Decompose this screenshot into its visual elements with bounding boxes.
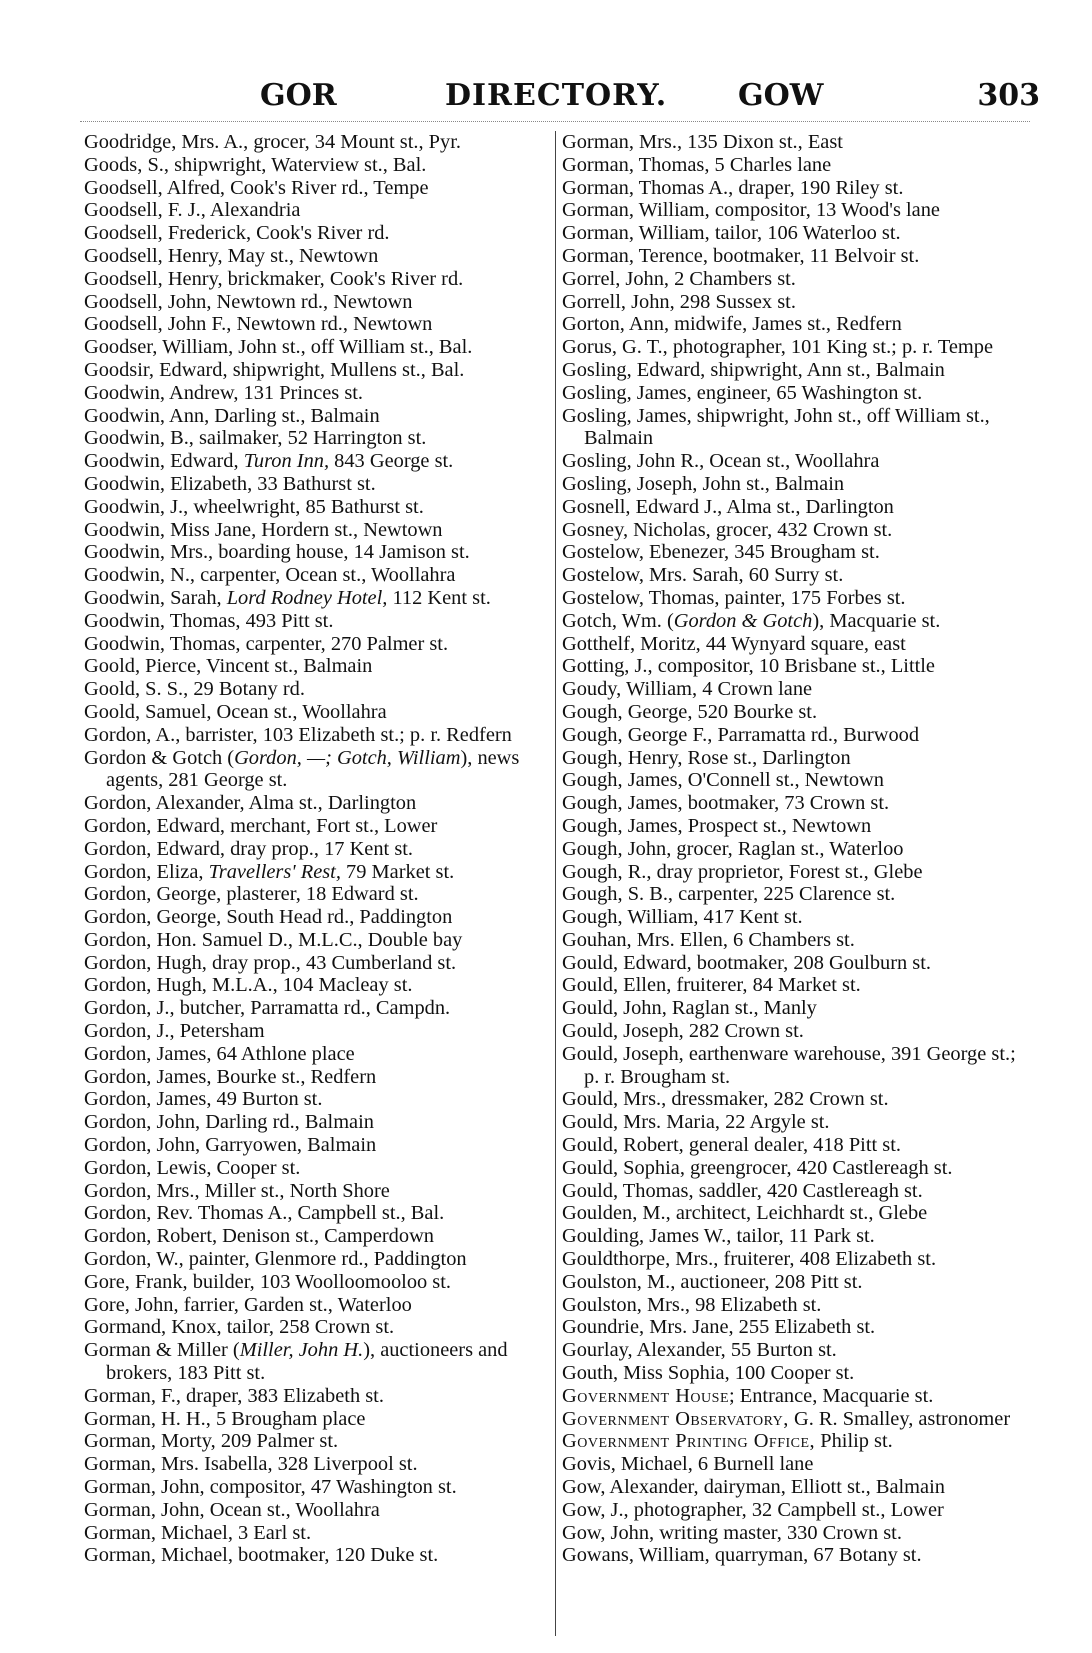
entry-text: Gore, John, farrier, Garden st., Waterloo xyxy=(84,1293,412,1316)
directory-entry xyxy=(562,1271,1032,1294)
directory-entry xyxy=(562,929,1032,952)
entry-text: Gorman, Michael, bootmaker, 120 Duke st. xyxy=(84,1544,439,1567)
entry-text: Gould, Sophia, greengrocer, 420 Castlereagh st. xyxy=(562,1156,953,1179)
directory-entry xyxy=(562,861,1032,884)
directory-entry xyxy=(84,245,552,268)
entry-text: Gough, Henry, Rose st., Darlington xyxy=(562,746,851,769)
directory-entry xyxy=(84,1202,552,1225)
directory-entry xyxy=(562,222,1032,245)
directory-entry xyxy=(84,1339,552,1385)
entry-text: Gosling, Joseph, John st., Balmain xyxy=(562,472,845,495)
header-right-guide: GOW xyxy=(738,78,824,113)
directory-entry xyxy=(562,815,1032,838)
entry-text: Goundrie, Mrs. Jane, 255 Elizabeth st. xyxy=(562,1316,876,1339)
entry-text: Gorman, Mrs. Isabella, 328 Liverpool st. xyxy=(84,1453,418,1476)
entry-text: Gorman, William, tailor, 106 Waterloo st. xyxy=(562,222,901,245)
entry-text: Goodsir, Edward, shipwright, Mullens st., Bal. xyxy=(84,358,465,381)
directory-entry xyxy=(84,815,552,838)
entry-text: Gould, Joseph, earthenware warehouse, 391 George st.; p. r. Brougham st. xyxy=(562,1042,1016,1088)
directory-entry xyxy=(562,1408,1032,1431)
entry-text: Gordon, Lewis, Cooper st. xyxy=(84,1156,301,1179)
entry-text: Gordon, —; Gotch, William xyxy=(234,746,461,769)
entry-text: Gordon, Edward, dray prop., 17 Kent st. xyxy=(84,837,414,860)
entry-text: Gorman & Miller ( xyxy=(84,1339,240,1362)
directory-entry xyxy=(84,1522,552,1545)
directory-entry xyxy=(84,701,552,724)
entry-text: Gough, James, Prospect st., Newtown xyxy=(562,814,872,837)
directory-entry xyxy=(84,1088,552,1111)
entry-text: ), Macquarie st. xyxy=(812,609,941,632)
entry-text: ), auctioneers and brokers, 183 Pitt st. xyxy=(106,1339,508,1385)
entry-text: Government Printing Office, xyxy=(562,1430,816,1453)
directory-entry xyxy=(562,1020,1032,1043)
directory-entry xyxy=(84,1248,552,1271)
entry-text: Gosling, James, engineer, 65 Washington st. xyxy=(562,381,923,404)
entry-text: Gordon, John, Darling rd., Balmain xyxy=(84,1111,374,1134)
directory-entry xyxy=(84,655,552,678)
entry-text: Goodwin, Ann, Darling st., Balmain xyxy=(84,404,380,427)
directory-entry xyxy=(84,199,552,222)
entry-text: Gore, Frank, builder, 103 Woolloomooloo st. xyxy=(84,1270,452,1293)
entry-text: Gosling, John R., Ocean st., Woollahra xyxy=(562,450,880,473)
entry-text: Gorman, Morty, 209 Palmer st. xyxy=(84,1430,339,1453)
entry-text: Gough, William, 417 Kent st. xyxy=(562,906,803,929)
directory-entry xyxy=(84,427,552,450)
entry-text: Gordon, John, Garryowen, Balmain xyxy=(84,1134,377,1157)
directory-entry xyxy=(84,177,552,200)
entry-text: Goods, S., shipwright, Waterview st., Bal. xyxy=(84,153,427,176)
directory-entry xyxy=(84,1408,552,1431)
entry-text: Goodsell, John, Newtown rd., Newtown xyxy=(84,290,413,313)
entry-text: Goold, Pierce, Vincent st., Balmain xyxy=(84,655,373,678)
entry-text: Gostelow, Mrs. Sarah, 60 Surry st. xyxy=(562,564,844,587)
entry-text: Gordon, W., painter, Glenmore rd., Paddington xyxy=(84,1248,467,1271)
directory-entry xyxy=(562,1088,1032,1111)
entry-text: 79 Market st. xyxy=(340,860,455,883)
directory-entry xyxy=(84,359,552,382)
header-left-guide: GOR xyxy=(260,78,337,113)
entry-text: Goodwin, Elizabeth, 33 Bathurst st. xyxy=(84,472,376,495)
entry-text: Gordon, Robert, Denison st., Camperdown xyxy=(84,1225,434,1248)
directory-entry xyxy=(562,1134,1032,1157)
directory-entry xyxy=(562,131,1032,154)
entry-text: Gordon, J., Petersham xyxy=(84,1020,265,1043)
directory-entry xyxy=(562,1111,1032,1134)
directory-entry xyxy=(84,1043,552,1066)
directory-entry xyxy=(84,1180,552,1203)
directory-entry xyxy=(562,541,1032,564)
directory-entry xyxy=(84,405,552,428)
entry-text: Government House xyxy=(562,1384,729,1407)
entry-text: Goold, Samuel, Ocean st., Woollahra xyxy=(84,700,387,723)
directory-entry xyxy=(562,1157,1032,1180)
entry-text: Gowans, William, quarryman, 67 Botany st. xyxy=(562,1544,922,1567)
entry-text: Gouth, Miss Sophia, 100 Cooper st. xyxy=(562,1362,855,1385)
entry-text: Gotthelf, Moritz, 44 Wynyard square, east xyxy=(562,632,906,655)
entry-text: Goodwin, J., wheelwright, 85 Bathurst st. xyxy=(84,495,424,518)
entry-text: Gough, John, grocer, Raglan st., Waterloo xyxy=(562,837,904,860)
directory-entry xyxy=(562,1453,1032,1476)
entry-text: ), news agents, 281 George st. xyxy=(106,746,520,792)
entry-text: Govis, Michael, 6 Burnell lane xyxy=(562,1453,814,1476)
directory-entry xyxy=(562,564,1032,587)
entry-text: Gordon, Rev. Thomas A., Campbell st., Bal. xyxy=(84,1202,445,1225)
entry-text: Gormand, Knox, tailor, 258 Crown st. xyxy=(84,1316,395,1339)
directory-entry xyxy=(562,496,1032,519)
entry-text: Gorman, H. H., 5 Brougham place xyxy=(84,1407,366,1430)
directory-entry xyxy=(84,1316,552,1339)
entry-text: Gorman, Thomas A., draper, 190 Riley st. xyxy=(562,176,904,199)
entry-text: Gould, Robert, general dealer, 418 Pitt st. xyxy=(562,1134,901,1157)
entry-text: Gould, Ellen, fruiterer, 84 Market st. xyxy=(562,974,861,997)
entry-text: Goulding, James W., tailor, 11 Park st. xyxy=(562,1225,875,1248)
entry-text: Gordon, Edward, merchant, Fort st., Lower xyxy=(84,814,438,837)
column-divider xyxy=(555,131,556,1636)
entry-text: Goodwin, Edward, xyxy=(84,450,244,473)
directory-entry xyxy=(562,655,1032,678)
entry-text: Goodsell, John F., Newtown rd., Newtown xyxy=(84,313,433,336)
entry-text: Gouhan, Mrs. Ellen, 6 Chambers st. xyxy=(562,928,855,951)
directory-entry xyxy=(84,1430,552,1453)
entry-text: Gotch, Wm. ( xyxy=(562,609,674,632)
directory-entry xyxy=(84,724,552,747)
entry-text: Goulden, M., architect, Leichhardt st., Glebe xyxy=(562,1202,928,1225)
directory-entry xyxy=(84,1453,552,1476)
directory-entry xyxy=(562,678,1032,701)
entry-text: 843 George st. xyxy=(329,450,454,473)
directory-entry xyxy=(84,519,552,542)
directory-entry xyxy=(562,701,1032,724)
entry-text: Gorman, John, Ocean st., Woollahra xyxy=(84,1498,380,1521)
directory-entry xyxy=(84,564,552,587)
directory-entry xyxy=(84,610,552,633)
directory-entry xyxy=(84,1020,552,1043)
directory-entry xyxy=(562,1294,1032,1317)
entry-text: Gordon, James, 49 Burton st. xyxy=(84,1088,323,1111)
directory-entry xyxy=(562,245,1032,268)
directory-entry xyxy=(84,313,552,336)
entry-text: Goodwin, N., carpenter, Ocean st., Woollahra xyxy=(84,564,456,587)
directory-entry xyxy=(562,154,1032,177)
entry-text: Gorrel, John, 2 Chambers st. xyxy=(562,267,796,290)
entry-text: Goodwin, Thomas, carpenter, 270 Palmer st. xyxy=(84,632,449,655)
entry-text: Gordon, Eliza, xyxy=(84,860,209,883)
directory-entry xyxy=(562,336,1032,359)
entry-text: Gould, Mrs., dressmaker, 282 Crown st. xyxy=(562,1088,889,1111)
entry-text: Gordon, Alexander, Alma st., Darlington xyxy=(84,792,417,815)
entry-text: Gorrell, John, 298 Sussex st. xyxy=(562,290,796,313)
directory-entry xyxy=(562,291,1032,314)
directory-entry xyxy=(84,1294,552,1317)
entry-text: Goodwin, Sarah, xyxy=(84,586,227,609)
entry-text: Gough, James, bootmaker, 73 Crown st. xyxy=(562,792,890,815)
entry-text: Gosling, Edward, shipwright, Ann st., Balmain xyxy=(562,358,945,381)
directory-entry xyxy=(562,313,1032,336)
entry-text: Goulston, M., auctioneer, 208 Pitt st. xyxy=(562,1270,863,1293)
entry-text: Gotting, J., compositor, 10 Brisbane st., Little xyxy=(562,655,935,678)
directory-entry xyxy=(84,838,552,861)
entry-text: G. R. Smalley, astronomer xyxy=(788,1407,1011,1430)
directory-entry xyxy=(562,883,1032,906)
entry-text: Gordon, George, South Head rd., Paddington xyxy=(84,906,453,929)
entry-text: Goudy, William, 4 Crown lane xyxy=(562,678,813,701)
directory-entry xyxy=(84,997,552,1020)
directory-entry xyxy=(84,1134,552,1157)
directory-entry xyxy=(84,974,552,997)
entry-text: Goodwin, Mrs., boarding house, 14 Jamison st. xyxy=(84,541,470,564)
entry-text: Goodwin, B., sailmaker, 52 Harrington st. xyxy=(84,427,427,450)
directory-entry xyxy=(84,633,552,656)
directory-entry xyxy=(562,747,1032,770)
directory-entry xyxy=(562,1476,1032,1499)
directory-entry xyxy=(84,1157,552,1180)
entry-text: Gordon, Hugh, dray prop., 43 Cumberland st. xyxy=(84,951,457,974)
entry-text: Goold, S. S., 29 Botany rd. xyxy=(84,678,305,701)
directory-entry xyxy=(84,929,552,952)
entry-text: Lord Rodney Hotel, xyxy=(226,586,388,609)
entry-text: Gordon, James, Bourke st., Redfern xyxy=(84,1065,377,1088)
directory-entry xyxy=(562,997,1032,1020)
directory-entry xyxy=(562,359,1032,382)
directory-entry xyxy=(562,473,1032,496)
entry-text: Goodsell, Henry, May st., Newtown xyxy=(84,244,379,267)
directory-entry xyxy=(84,1385,552,1408)
directory-entry xyxy=(562,450,1032,473)
entry-text: Miller, John H. xyxy=(239,1339,364,1362)
directory-entry xyxy=(84,1111,552,1134)
entry-text: Goodridge, Mrs. A., grocer, 34 Mount st., Pyr. xyxy=(84,131,461,153)
page-header xyxy=(60,74,1040,120)
entry-text: Goodwin, Andrew, 131 Princes st. xyxy=(84,381,364,404)
entry-text: Gough, R., dray proprietor, Forest st., Glebe xyxy=(562,860,923,883)
entry-text: Gough, George F., Parramatta rd., Burwood xyxy=(562,723,920,746)
directory-entry xyxy=(562,974,1032,997)
entry-text: Goodsell, Henry, brickmaker, Cook's River rd. xyxy=(84,267,464,290)
directory-entry xyxy=(84,1476,552,1499)
entry-text: Gorus, G. T., photographer, 101 King st.; p. r. Tempe xyxy=(562,336,994,359)
directory-entry xyxy=(84,1544,552,1567)
entry-text: Gould, Joseph, 282 Crown st. xyxy=(562,1020,804,1043)
entry-text: Gould, Edward, bootmaker, 208 Goulburn st. xyxy=(562,951,931,974)
directory-entry xyxy=(84,268,552,291)
entry-text: Gordon, Mrs., Miller st., North Shore xyxy=(84,1179,390,1202)
entry-text: Gow, J., photographer, 32 Campbell st., Lower xyxy=(562,1498,944,1521)
directory-entry xyxy=(562,519,1032,542)
directory-entry xyxy=(562,769,1032,792)
directory-entry xyxy=(562,587,1032,610)
entry-text: Gordon, Hugh, M.L.A., 104 Macleay st. xyxy=(84,974,413,997)
directory-entry xyxy=(562,1225,1032,1248)
entry-text: Gordon, James, 64 Athlone place xyxy=(84,1042,355,1065)
directory-entry xyxy=(562,1248,1032,1271)
entry-text: Goulston, Mrs., 98 Elizabeth st. xyxy=(562,1293,822,1316)
directory-entry xyxy=(562,405,1032,451)
entry-text: Gordon & Gotch xyxy=(673,609,813,632)
header-rule xyxy=(80,121,1030,122)
directory-entry xyxy=(562,1385,1032,1408)
directory-entry xyxy=(84,678,552,701)
directory-entry xyxy=(84,1225,552,1248)
directory-entry xyxy=(562,906,1032,929)
directory-entry xyxy=(84,450,552,473)
directory-entry xyxy=(562,1499,1032,1522)
entry-text: Gorman, John, compositor, 47 Washington st. xyxy=(84,1476,457,1499)
entry-text: Gostelow, Thomas, painter, 175 Forbes st. xyxy=(562,586,906,609)
entry-text: Gordon, J., butcher, Parramatta rd., Campdn. xyxy=(84,997,451,1020)
entry-text: Gorman, Michael, 3 Earl st. xyxy=(84,1521,312,1544)
directory-entry xyxy=(562,199,1032,222)
entry-text: Gosnell, Edward J., Alma st., Darlington xyxy=(562,495,894,518)
entry-text: Gow, John, writing master, 330 Crown st. xyxy=(562,1521,902,1544)
directory-entry xyxy=(562,1544,1032,1567)
left-column xyxy=(84,131,552,1567)
directory-entry xyxy=(84,587,552,610)
entry-text: Gorman, William, compositor, 13 Wood's lane xyxy=(562,199,940,222)
directory-entry xyxy=(84,291,552,314)
directory-entry xyxy=(562,268,1032,291)
directory-entry xyxy=(84,1271,552,1294)
entry-text: Gordon & Gotch ( xyxy=(84,746,235,769)
directory-entry xyxy=(84,861,552,884)
entry-text: Gough, S. B., carpenter, 225 Clarence st. xyxy=(562,883,896,906)
entry-text: Gordon, Hon. Samuel D., M.L.C., Double bay xyxy=(84,928,463,951)
entry-text: Gow, Alexander, dairyman, Elliott st., Balmain xyxy=(562,1476,945,1499)
directory-entry xyxy=(562,1522,1032,1545)
entry-text: Gorman, Thomas, 5 Charles lane xyxy=(562,153,832,176)
entry-text: Gough, George, 520 Bourke st. xyxy=(562,700,818,723)
entry-text: Gosney, Nicholas, grocer, 432 Crown st. xyxy=(562,518,893,541)
directory-entry xyxy=(562,838,1032,861)
directory-entry xyxy=(562,633,1032,656)
entry-text: Goodwin, Thomas, 493 Pitt st. xyxy=(84,609,334,632)
entry-text: Philip st. xyxy=(815,1430,893,1453)
directory-entry xyxy=(84,792,552,815)
entry-text: Gould, John, Raglan st., Manly xyxy=(562,997,817,1020)
entry-text: Goodsell, Frederick, Cook's River rd. xyxy=(84,222,390,245)
entry-text: Turon Inn, xyxy=(243,450,330,473)
entry-text: Goodsell, Alfred, Cook's River rd., Tempe xyxy=(84,176,429,199)
page-number: 303 xyxy=(977,78,1040,113)
directory-entry xyxy=(84,883,552,906)
directory-entry xyxy=(84,336,552,359)
right-column xyxy=(562,131,1032,1567)
directory-entry xyxy=(84,541,552,564)
entry-text: Gould, Thomas, saddler, 420 Castlereagh st. xyxy=(562,1179,923,1202)
entry-text: Travellers' Rest, xyxy=(208,860,341,883)
entry-text: Gourlay, Alexander, 55 Burton st. xyxy=(562,1339,837,1362)
entry-text: Goodsell, F. J., Alexandria xyxy=(84,199,301,222)
directory-entry xyxy=(562,610,1032,633)
directory-entry xyxy=(562,177,1032,200)
directory-entry xyxy=(562,952,1032,975)
entry-text: Gorman, Terence, bootmaker, 11 Belvoir st. xyxy=(562,244,920,267)
entry-text: Goodser, William, John st., off William st., Bal. xyxy=(84,336,473,359)
directory-entry xyxy=(84,154,552,177)
directory-entry xyxy=(84,382,552,405)
entry-text: Gordon, George, plasterer, 18 Edward st. xyxy=(84,883,419,906)
entry-text: Gough, James, O'Connell st., Newtown xyxy=(562,769,884,792)
directory-entry xyxy=(84,952,552,975)
entry-text: Gostelow, Ebenezer, 345 Brougham st. xyxy=(562,541,880,564)
directory-entry xyxy=(562,1430,1032,1453)
directory-entry xyxy=(84,131,552,154)
entry-text: Gorman, F., draper, 383 Elizabeth st. xyxy=(84,1384,384,1407)
directory-entry xyxy=(562,1339,1032,1362)
directory-entry xyxy=(84,906,552,929)
entry-text: Gouldthorpe, Mrs., fruiterer, 408 Elizabeth st. xyxy=(562,1248,937,1271)
directory-entry xyxy=(562,382,1032,405)
entry-text: Gould, Mrs. Maria, 22 Argyle st. xyxy=(562,1111,830,1134)
directory-entry xyxy=(562,724,1032,747)
directory-entry xyxy=(562,1180,1032,1203)
entry-text: Government Observatory, xyxy=(562,1407,789,1430)
directory-entry xyxy=(84,496,552,519)
entry-text: Gosling, James, shipwright, John st., off William st., Balmain xyxy=(562,404,990,450)
entry-text: ; Entrance, Macquarie st. xyxy=(729,1384,934,1407)
directory-entry xyxy=(562,1362,1032,1385)
directory-entry xyxy=(562,1316,1032,1339)
directory-entry xyxy=(84,222,552,245)
directory-entry xyxy=(84,1499,552,1522)
entry-text: 112 Kent st. xyxy=(387,586,491,609)
directory-entry xyxy=(562,1202,1032,1225)
directory-entry xyxy=(562,792,1032,815)
directory-entry xyxy=(84,473,552,496)
header-title: DIRECTORY. xyxy=(445,78,668,113)
entry-text: Gorton, Ann, midwife, James st., Redfern xyxy=(562,313,902,336)
directory-entry xyxy=(84,1066,552,1089)
directory-entry xyxy=(562,1043,1032,1089)
directory-entry xyxy=(84,747,552,793)
entry-text: Gorman, Mrs., 135 Dixon st., East xyxy=(562,131,843,153)
entry-text: Goodwin, Miss Jane, Hordern st., Newtown xyxy=(84,518,443,541)
entry-text: Gordon, A., barrister, 103 Elizabeth st.; p. r. Redfern xyxy=(84,723,512,746)
